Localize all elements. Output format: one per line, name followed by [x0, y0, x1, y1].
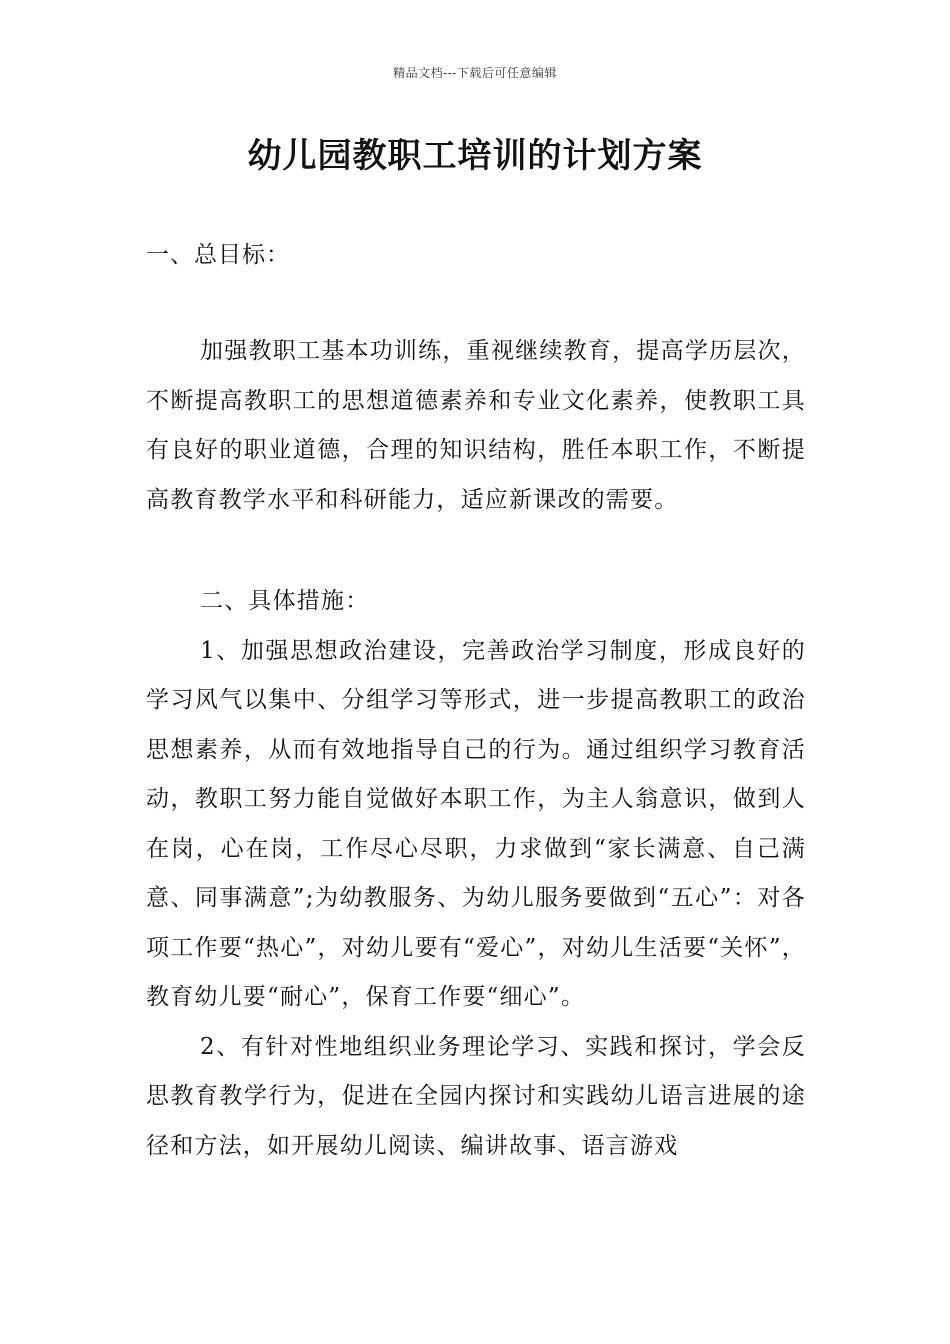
section-two-heading: 二、具体措施： [200, 588, 370, 614]
header-note: 精品文档---下载后可任意编辑 [393, 66, 557, 80]
measure-item-1: 1、加强思想政治建设，完善政治学习制度，形成良好的学习风气以集中、分组学习等形式，进一步提高教职工的政治思想素养，从而有效地指导自己的行为。通过组织学习教育活动，教职工努力能自觉做好本职工作，为主人翁意识，做到人在岗，心在岗，工作尽心尽职，力求做到“家长满意、自己满意、同事满意”;为幼教服务、为幼儿服务要做到“五心”：对各项工作要“热心”，对幼儿要有“爱心”，对幼儿生活要“关怀”，教育幼儿要“耐心”，保育工作要“细心”。 [146, 637, 806, 1010]
section-one-paragraph: 加强教职工基本功训练，重视继续教育，提高学历层次，不断提高教职工的思想道德素养和专业文化素养，使教职工具有良好的职业道德，合理的知识结构，胜任本职工作，不断提高教育教学水平和科研能力，适应新课改的需要。 [146, 338, 806, 513]
measure-item-2: 2、有针对性地组织业务理论学习、实践和探讨，学会反思教育教学行为，促进在全园内探讨和实践幼儿语言进展的途径和方法，如开展幼儿阅读、编讲故事、语言游戏 [146, 1033, 806, 1159]
section-two [146, 577, 806, 1171]
section-one-body [146, 327, 806, 525]
document-title: 幼儿园教职工培训的计划方案 [247, 136, 703, 176]
section-one-heading: 一、总目标： [146, 242, 290, 268]
